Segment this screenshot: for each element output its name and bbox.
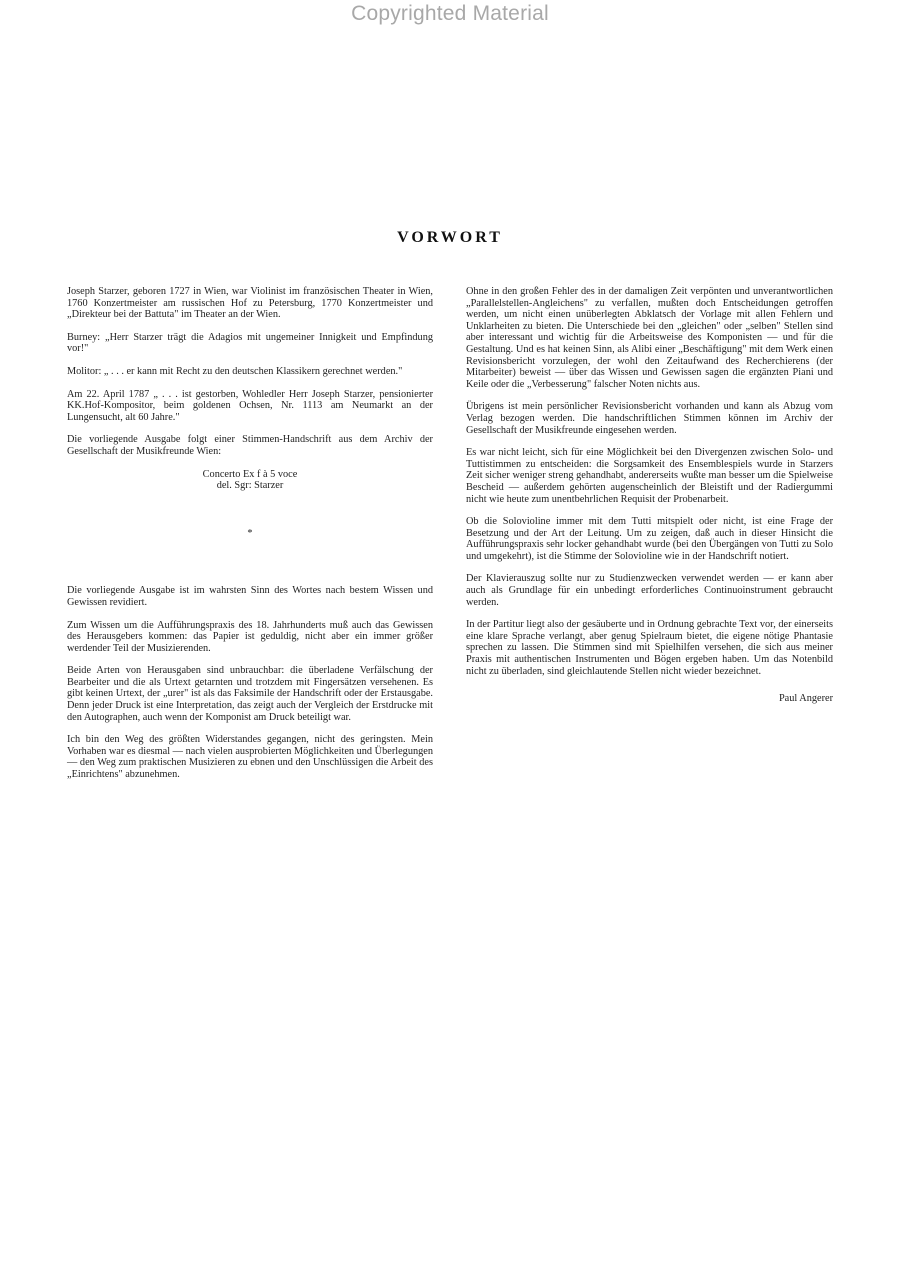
revision-report-paragraph: Übrigens ist mein persönlicher Revisionsbericht vorhanden und kann als Abzug vom Verlag bezogen werden. Die handschriftlichen Stimmen können im Archiv der Gesellschaft der Musikfreunde eingesehen werden. bbox=[466, 401, 833, 436]
piano-reduction-paragraph: Der Klavierauszug sollte nur zu Studienzwecken verwendet werden — er kann aber auch als Grundlage für ein unbedingt erforderliches Continuoinstrument gebraucht werden. bbox=[466, 573, 833, 608]
burney-quote: Burney: „Herr Starzer trägt die Adagios mit ungemeiner Innigkeit und Empfindung vor!" bbox=[67, 331, 433, 355]
parallel-passages-paragraph: Ohne in den großen Fehler des in der damaligen Zeit verpönten und unverantwortlichen „Parallelstellen-Angleichens" zu verfallen, mußten doch Entscheidungen getroffen werden, um nicht einen unüberlegten Abklatsch der Vorlage mit allen Fehlern und Unklarheiten zu bieten. Die Unterschiede bei den „gleichen" oder „selben" Stellen sind aber interessant und wichtig für die Arbeitsweise des Komponisten — und für die Gestaltung. Und es hat keinen Sinn, als Alibi einer „Beschäftigung" mit dem Werk einen Revisionsbericht vorzulegen, der wohl den Zeitaufwand des Recherchierens (der Mitarbeiter) beweist — über das Wissen und Gewissen sagen die ergänzten Piani und Keile oder die „Verbesserung" falscher Noten nichts aus. bbox=[466, 286, 833, 390]
concerto-composer-line: del. Sgr: Starzer bbox=[216, 480, 284, 492]
right-column bbox=[466, 286, 833, 705]
approach-paragraph: Ich bin den Weg des größten Widerstandes gegangen, nicht des geringsten. Mein Vorhaben war es diesmal — nach vielen ausprobierten Möglichkeiten und Überlegungen — den Weg zum praktischen Musizieren zu ebnen und den Unschlüssigen die Arbeit des „Einrichtens" abzunehmen. bbox=[67, 734, 433, 781]
performance-practice-paragraph: Zum Wissen um die Aufführungspraxis des 18. Jahrhunderts muß auch das Gewissen des Herausgebers kommen: das Papier ist geduldig, nicht aber ein immer größer werdender Teil der Musizierenden. bbox=[67, 619, 433, 654]
concerto-title-block bbox=[67, 469, 433, 492]
divergences-paragraph: Es war nicht leicht, sich für eine Möglichkeit bei den Divergenzen zwischen Solo- und Tuttistimmen zu entscheiden: die Sorgsamkeit des Ensemblespiels wurde in Starzers Zeit sicher weniger streng gehandhabt, andererseits wußte man besser um die Spielweise Bescheid — außerdem gehörten augenscheinlich der Bleistift und der Radiergummi nicht wie heute zum unentbehrlichen Requisit der Probenarbeit. bbox=[466, 447, 833, 505]
section-divider-star: * bbox=[247, 527, 253, 539]
revision-paragraph: Die vorliegende Ausgabe ist im wahrsten Sinn des Wortes nach bestem Wissen und Gewissen revidiert. bbox=[67, 585, 433, 608]
copyright-watermark: Copyrighted Material bbox=[351, 2, 549, 25]
page-title: VORWORT bbox=[397, 229, 503, 246]
source-paragraph: Die vorliegende Ausgabe folgt einer Stimmen-Handschrift aus dem Archiv der Gesellschaft der Musikfreunde Wien: bbox=[67, 434, 433, 457]
editions-paragraph: Beide Arten von Herausgaben sind unbrauchbar: die überladene Verfälschung der Bearbeiter und die als Urtext getarnten und trotzdem mit Fingersätzen versehenen. Es gibt keinen Urtext, der „urer" ist als das Faksimile der Handschrift oder der Erstausgabe. Denn jeder Druck ist eine Interpretation, das zeigt auch der Vergleich der Erstdrucke mit den Autographen, auch wenn der Komponist am Druck beteiligt war. bbox=[67, 665, 433, 723]
concerto-title-line: Concerto Ex f à 5 voce bbox=[202, 468, 298, 480]
molitor-quote: Molitor: „ . . . er kann mit Recht zu den deutschen Klassikern gerechnet werden." bbox=[67, 365, 403, 377]
death-notice-paragraph: Am 22. April 1787 „ . . . ist gestorben, Wohledler Herr Joseph Starzer, pensionierter KK.Hof-Kompositor, beim goldenen Ochsen, Nr. 1113 am Neumarkt an der Lungensucht, alt 60 Jahre." bbox=[67, 388, 433, 423]
biography-paragraph: Joseph Starzer, geboren 1727 in Wien, war Violinist im französischen Theater in Wien, 1760 Konzertmeister am russischen Hof zu Petersburg, 1770 Konzertmeister und „Direkteur bei der Battuta" im Theater an der Wien. bbox=[67, 286, 433, 321]
left-column bbox=[67, 286, 433, 792]
solo-violin-paragraph: Ob die Solovioline immer mit dem Tutti mitspielt oder nicht, ist eine Frage der Besetzung und der Art der Leitung. Um zu zeigen, daß auch in dieser Hinsicht die Aufführungspraxis sehr locker gehandhabt wurde (bei den Übergängen von Tutti zu Solo und umgekehrt), ist die Stimme der Solovioline wie in der Handschrift notiert. bbox=[466, 516, 833, 562]
score-paragraph: In der Partitur liegt also der gesäuberte und in Ordnung gebrachte Text vor, der einerseits eine klare Sprache verlangt, aber genug Spielraum bietet, die eigene nötige Phantasie sprechen zu lassen. Die Stimmen sind mit Spielhilfen versehen, die sich aus meiner Praxis mit authentischen Instrumenten und Bögen ergeben haben. Um das Notenbild nicht zu überladen, sind gleichlautende Stellen nicht wieder bezeichnet. bbox=[466, 619, 833, 677]
author-signature: Paul Angerer bbox=[778, 693, 833, 705]
